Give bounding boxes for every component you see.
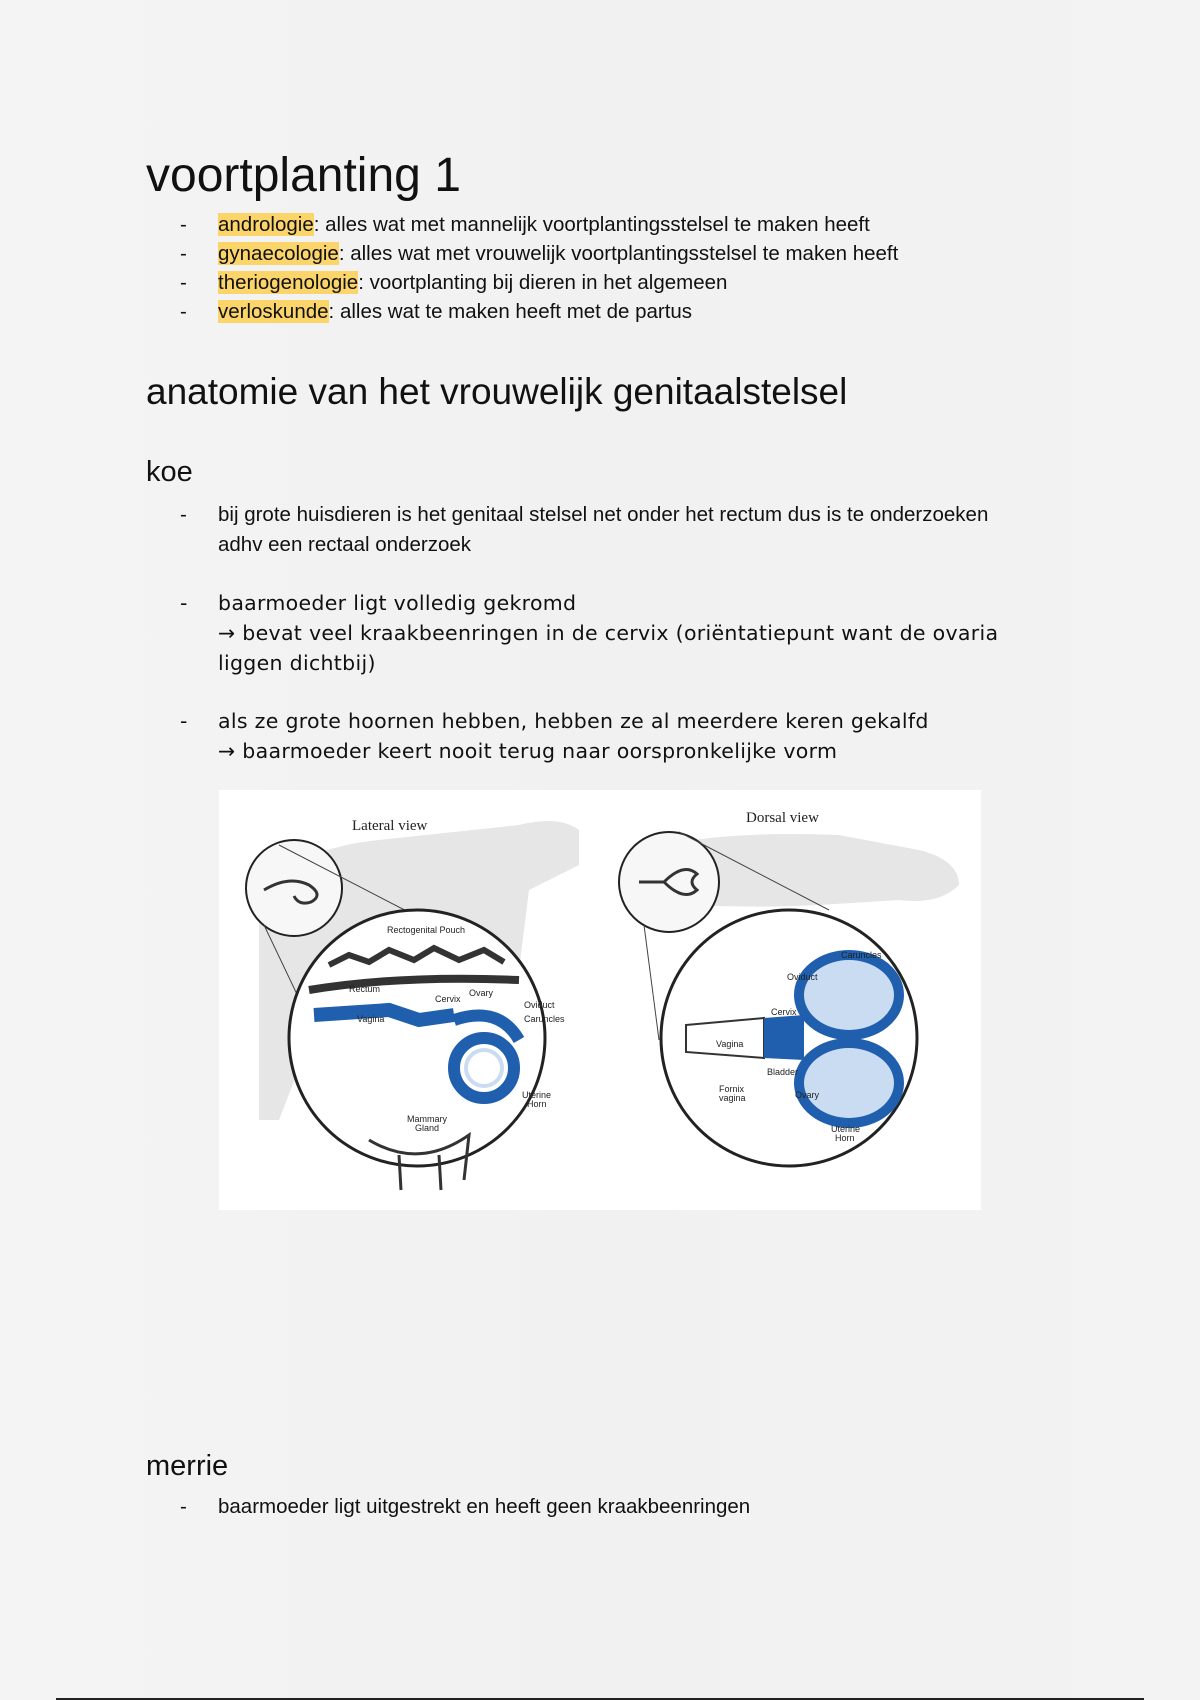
bullet-line: → bevat veel kraakbeenringen in de cervix (oriëntatiepunt want de ovaria [218,621,999,645]
label-mammary: Mammary [407,1114,447,1124]
dorsal-cervix-shape [764,1015,804,1060]
lateral-view-title: Lateral view [352,818,428,834]
dorsal-label-horn: Horn [835,1133,855,1143]
highlighted-term: verloskunde [218,300,329,323]
merrie-bullet-list [180,1492,750,1522]
bullet-line: → baarmoeder keert nooit terug naar oorspronkelijke vorm [218,739,838,763]
list-item: - baarmoeder ligt uitgestrekt en heeft geen kraakbeenringen [180,1492,750,1522]
section-heading: anatomie van het vrouwelijk genitaalstelsel [146,371,848,412]
label-gland: Gland [415,1123,440,1133]
label-rectum: Rectum [349,984,381,994]
label-uterine: Uterine [522,1090,552,1100]
dorsal-label-bladder: Bladder [767,1067,799,1077]
dorsal-label-ovary: Ovary [795,1090,820,1100]
definition-text: : voortplanting bij dieren in het algemeen [358,271,728,294]
subsection-heading-merrie: merrie [146,1450,229,1482]
dorsal-zoom-line-bottom [644,925,659,1040]
highlighted-term: theriogenologie [218,271,359,294]
dorsal-label-fornix-vagina: vagina [719,1093,746,1103]
bullet-line: liggen dichtbij) [218,651,376,675]
label-pouch: Rectogenital Pouch [387,925,466,935]
koe-bullet-list [180,500,998,766]
dorsal-label-oviduct: Oviduct [787,972,818,982]
lateral-inset-small [246,840,342,936]
label-horn: Horn [527,1099,547,1109]
dorsal-uterine-horn-bottom [799,1043,899,1123]
dorsal-label-cervix: Cervix [771,1007,797,1017]
subsection-heading-koe: koe [146,456,193,488]
cow-anatomy-figure [219,790,981,1210]
list-item [180,297,898,326]
dorsal-view-title: Dorsal view [746,810,819,826]
definition-text: : alles wat te maken heeft met de partus [328,300,693,323]
dorsal-label-fornix: Fornix [719,1084,745,1094]
bullet-line: - bij grote huisdieren is het genitaal stelsel net onder het rectum dus is te onderzoeken [218,503,989,526]
label-oviduct: Oviduct [524,1000,555,1010]
list-item [180,500,998,560]
label-vagina: Vagina [357,1014,385,1024]
dorsal-uterine-horn-top [799,955,899,1035]
definition-text: : alles wat met mannelijk voortplantingsstelsel te maken heeft [313,213,870,236]
bullet-line: - baarmoeder ligt volledig gekromd [218,591,577,615]
dorsal-label-caruncles: Caruncles [841,950,882,960]
label-caruncles: Caruncles [524,1014,565,1024]
dorsal-label-vagina: Vagina [716,1039,744,1049]
highlighted-term: gynaecologie [218,242,339,265]
list-item [180,210,898,239]
label-cervix: Cervix [435,994,461,1004]
list-item [180,268,898,297]
list-item [180,706,998,766]
dorsal-label-uterine: Uterine [831,1124,861,1134]
list-item [180,588,998,678]
list-item [180,239,898,268]
anatomy-illustration [219,790,981,1210]
dorsal-inset-small [619,832,719,932]
label-ovary: Ovary [469,988,494,998]
page-title: voortplanting 1 [146,149,461,202]
definition-list [180,210,898,326]
highlighted-term: andrologie [218,213,314,236]
definition-text: : alles wat met vrouwelijk voortplantingsstelsel te maken heeft [338,242,899,265]
dorsal-vagina-shape [686,1018,764,1058]
bullet-line: adhv een rectaal onderzoek [218,533,472,556]
bullet-line: - als ze grote hoornen hebben, hebben ze al meerdere keren gekalfd [218,709,929,733]
